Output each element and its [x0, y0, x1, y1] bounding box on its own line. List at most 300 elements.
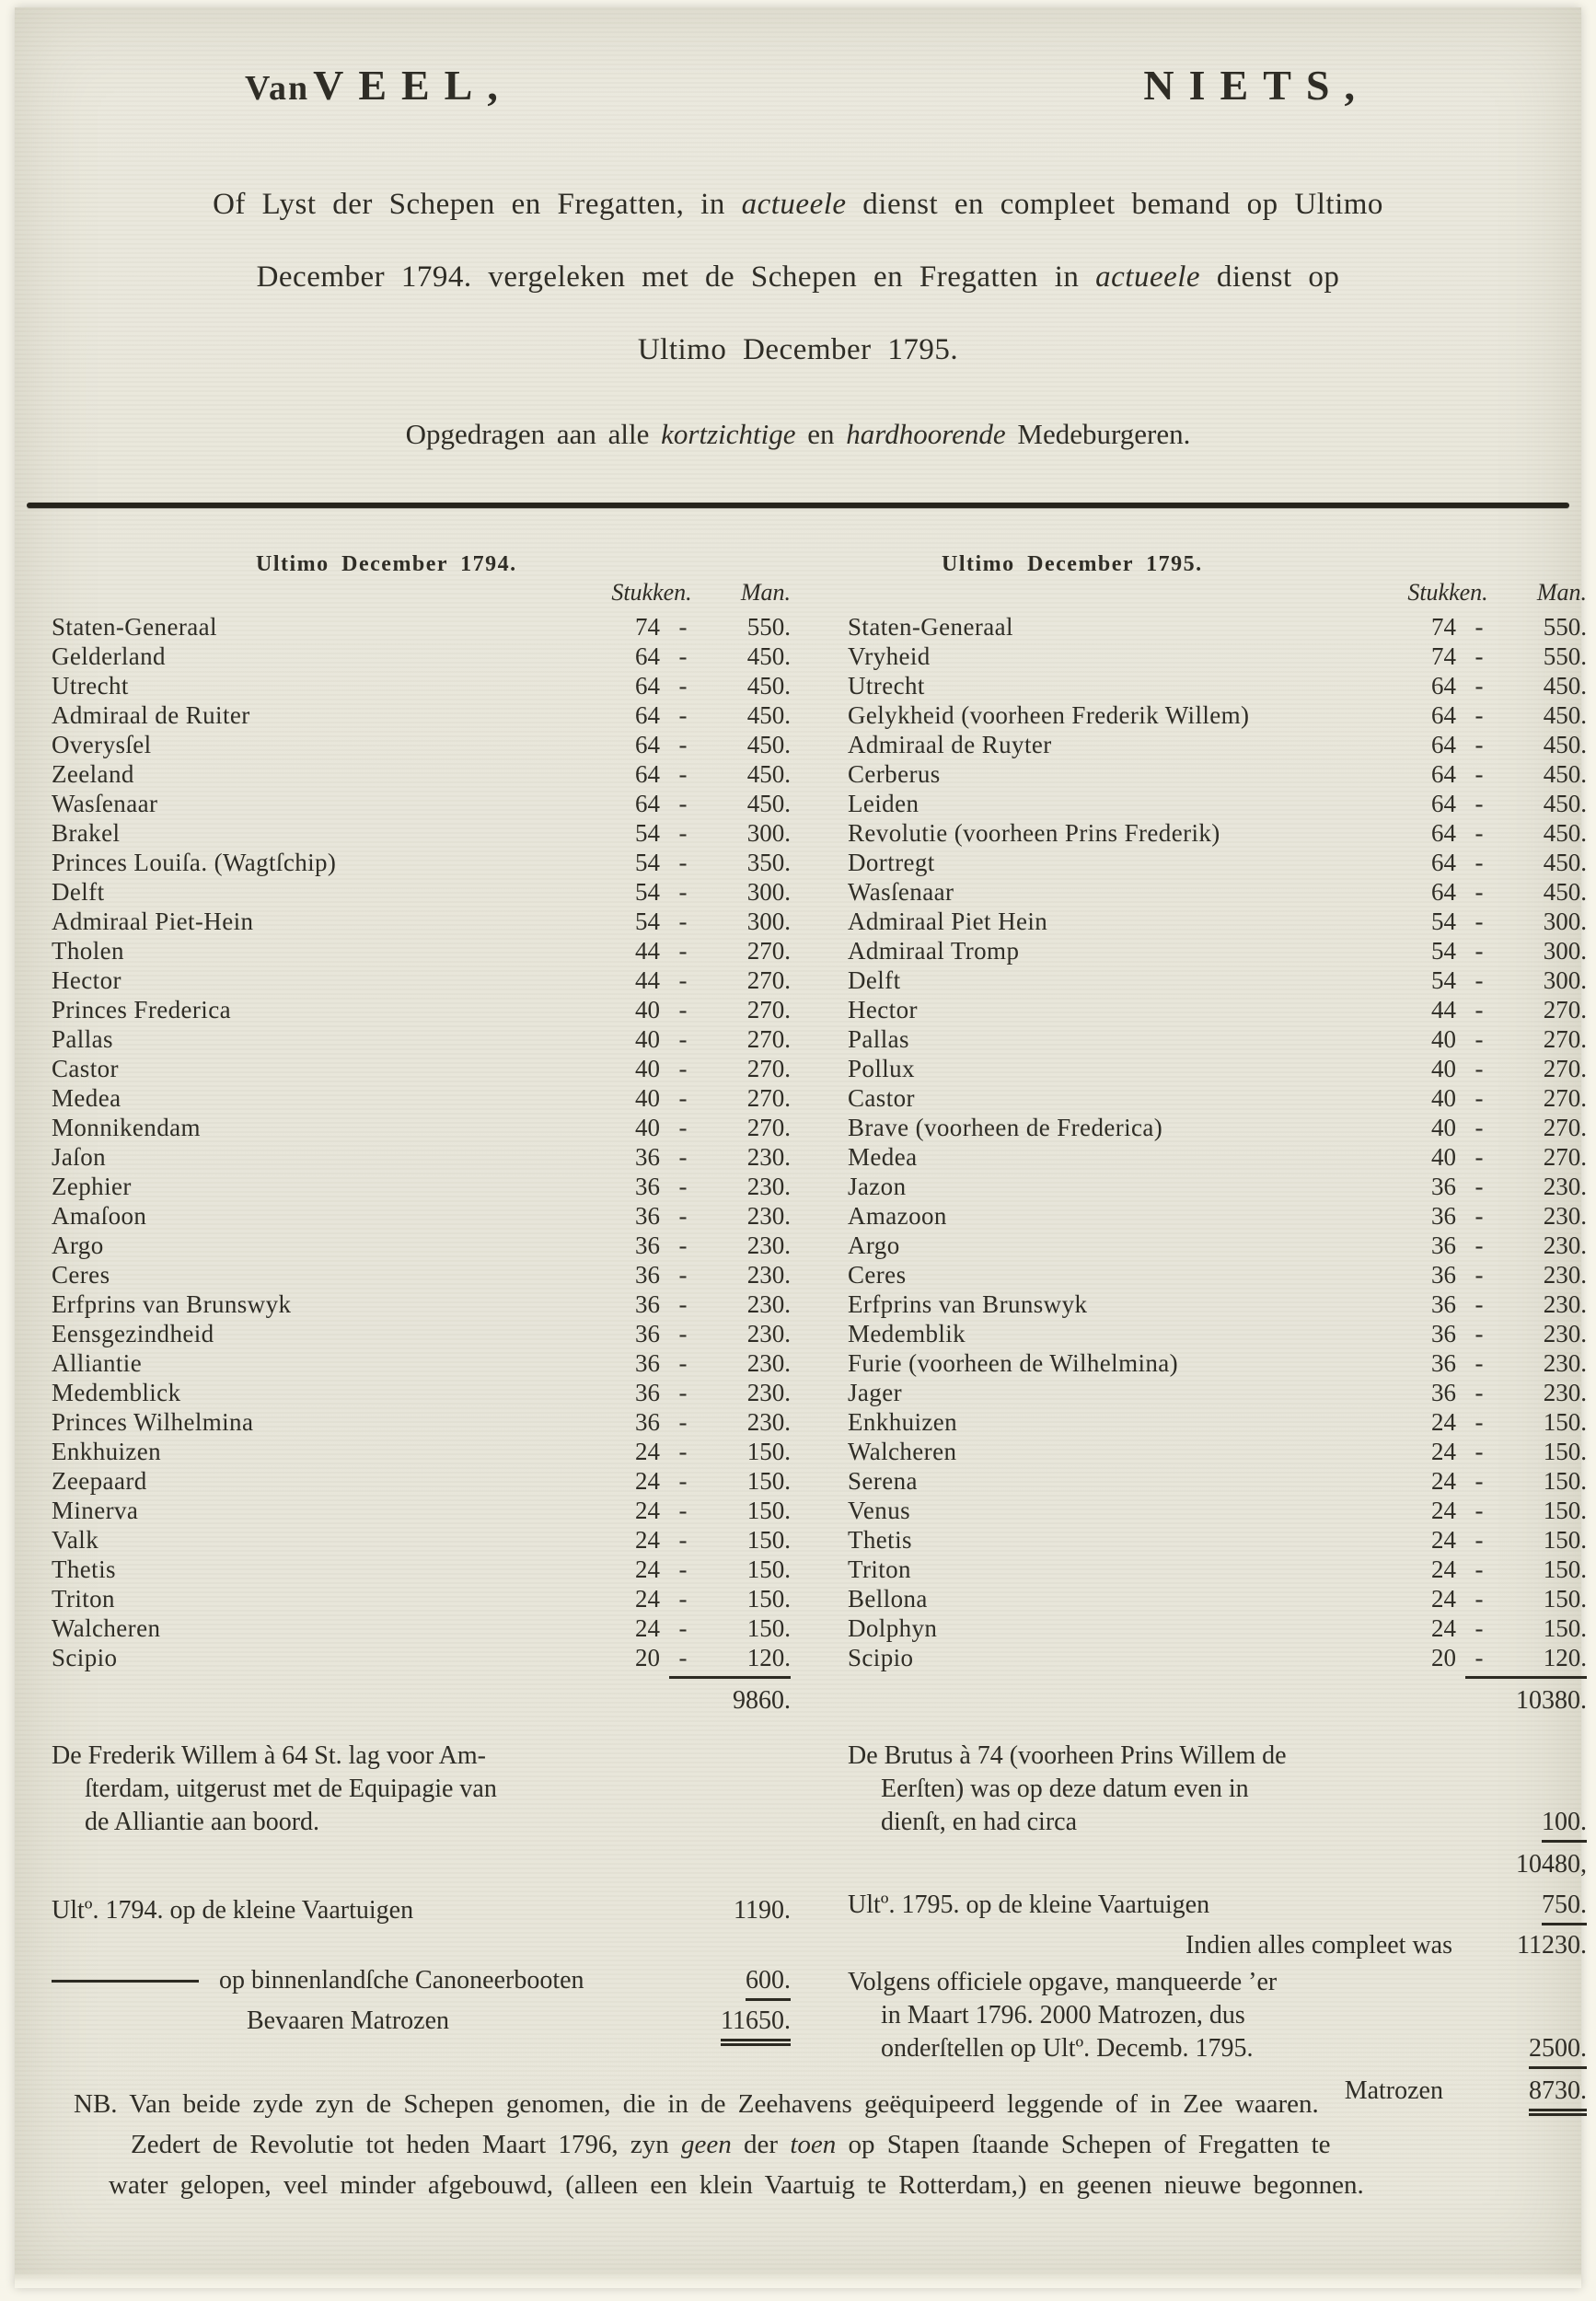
dot-leader: [1222, 1891, 1471, 1920]
ship-name: Admiraal Piet-Hein: [52, 908, 254, 935]
ship-name: Utrecht: [848, 672, 925, 700]
ship-stukken: 36: [1431, 1261, 1456, 1289]
ship-name: Hector: [848, 996, 918, 1023]
ship-stukken: 36: [1431, 1290, 1456, 1318]
dot-leader: [133, 818, 599, 848]
ship-name: Walcheren: [52, 1614, 161, 1642]
dash-separator: -: [1475, 1614, 1484, 1642]
ship-man: 150.: [746, 1526, 791, 1554]
ship-man: 450.: [746, 672, 791, 700]
dash-separator: -: [1475, 878, 1484, 906]
dash-separator: -: [678, 1644, 688, 1671]
ship-row: [52, 1260, 791, 1289]
ship-row: [848, 1378, 1587, 1407]
dash-separator: -: [678, 1231, 688, 1259]
dash-separator: -: [678, 790, 688, 817]
dot-leader: [1026, 612, 1395, 642]
ship-stukken: 40: [635, 1025, 660, 1053]
ship-name: Zephier: [52, 1173, 132, 1200]
ship-stukken: 36: [635, 1320, 660, 1347]
dot-leader: [170, 789, 599, 818]
bevaaren-matrozen-value: [680, 2006, 791, 2036]
ship-stukken: 64: [635, 760, 660, 788]
ship-man: 230.: [1543, 1231, 1587, 1259]
ship-row: [52, 1496, 791, 1525]
dash-separator: -: [678, 966, 688, 994]
dot-leader: [915, 1378, 1395, 1407]
ship-man: 450.: [1543, 878, 1587, 906]
dash-separator: -: [678, 1467, 688, 1495]
dot-leader: [970, 1407, 1395, 1437]
subtotal-row-1795: [848, 1850, 1587, 1879]
ship-row: [848, 1613, 1587, 1643]
ship-man: 150.: [1543, 1497, 1587, 1524]
ship-row: [52, 671, 791, 700]
ship-name: Wasſenaar: [848, 878, 954, 906]
ship-stukken: 20: [1431, 1644, 1456, 1671]
dedication-line: [15, 418, 1581, 451]
ship-name: Eensgezindheid: [52, 1320, 214, 1347]
ship-row: [52, 1024, 791, 1054]
dash-separator: -: [678, 937, 688, 965]
ship-stukken: 24: [1431, 1497, 1456, 1524]
ditto-dash: [52, 1980, 199, 1983]
ship-name: Monnikendam: [52, 1114, 201, 1141]
ship-man: 230.: [1543, 1173, 1587, 1200]
volgens-value: [1476, 2032, 1587, 2065]
ship-row: [52, 612, 791, 642]
dot-leader: [133, 1083, 599, 1113]
ship-stukken: 36: [1431, 1173, 1456, 1200]
dash-separator: -: [1475, 849, 1484, 876]
ship-row: [848, 612, 1587, 642]
ship-man: 230.: [746, 1408, 791, 1436]
total-1795: 10380.: [1465, 1676, 1587, 1716]
ship-row: [52, 848, 791, 877]
ship-name: Castor: [52, 1055, 119, 1082]
ship-row: [52, 730, 791, 759]
ship-stukken: 44: [635, 966, 660, 994]
stukken-header: Stukken.: [611, 579, 692, 606]
dot-leader: [134, 965, 599, 995]
ship-stukken: 40: [635, 1114, 660, 1141]
ship-stukken: 54: [635, 819, 660, 847]
intro-line2-rest: dienst op: [1200, 260, 1340, 294]
ship-row: [52, 1231, 791, 1260]
intro-line-1: [15, 168, 1581, 241]
ship-stukken: 20: [635, 1644, 660, 1671]
ship-name: Dortregt: [848, 849, 935, 876]
ship-name: Leiden: [848, 790, 919, 817]
dash-separator: -: [1475, 1379, 1484, 1406]
underlined-value: 600.: [746, 1966, 791, 2001]
brutus-note: [848, 1740, 1587, 1839]
dash-separator: -: [678, 1526, 688, 1554]
dot-leader: [928, 1083, 1395, 1113]
ship-stukken: 36: [635, 1143, 660, 1171]
ship-man: 450.: [746, 760, 791, 788]
ship-man: 230.: [1543, 1290, 1587, 1318]
ship-man: 300.: [746, 878, 791, 906]
ship-stukken: 24: [635, 1614, 660, 1642]
ship-stukken: 40: [635, 1084, 660, 1112]
dash-separator: -: [1475, 819, 1484, 847]
ship-row: [52, 1437, 791, 1466]
ship-name: Erfprins van Brunswyk: [848, 1290, 1088, 1318]
ship-name: Zeepaard: [52, 1467, 147, 1495]
dot-leader: [304, 1289, 599, 1319]
note-line: De Brutus à 74 (voorheen Prins Willem de: [848, 1741, 1287, 1770]
ship-name: Ceres: [52, 1261, 110, 1289]
ship-name: Dolphyn: [848, 1614, 938, 1642]
dash-separator: -: [678, 1320, 688, 1347]
ship-row: [848, 1231, 1587, 1260]
dot-leader: [950, 1613, 1395, 1643]
ship-stukken: 40: [1431, 1025, 1456, 1053]
intro-paragraph: [15, 168, 1581, 387]
dot-leader: [227, 1319, 599, 1348]
kleine-vaartuigen-row-1794: [52, 1896, 791, 1925]
dot-leader: [925, 1525, 1395, 1555]
ship-name: Ceres: [848, 1261, 907, 1289]
bevaaren-matrozen-label: Bevaaren Matrozen: [247, 2006, 449, 2035]
ship-man: 230.: [746, 1290, 791, 1318]
ship-row: [52, 1113, 791, 1142]
dot-leader: [122, 1260, 599, 1289]
ship-stukken: 36: [1431, 1379, 1456, 1406]
ship-name: Amaſoon: [52, 1202, 147, 1230]
paper-torn-edge: [15, 2272, 1581, 2288]
dash-separator: -: [1475, 731, 1484, 758]
compleet-row: [848, 1931, 1587, 1960]
intro-line3-text: Ultimo December 1795.: [637, 333, 959, 366]
dash-separator: -: [1475, 790, 1484, 817]
dash-separator: -: [678, 1055, 688, 1082]
ship-name: Princes Louiſa. (Wagtſchip): [52, 849, 337, 876]
ship-stukken: 36: [635, 1349, 660, 1377]
dot-leader: [943, 642, 1395, 671]
ship-stukken: 24: [635, 1497, 660, 1524]
dot-leader: [174, 1437, 599, 1466]
ship-stukken: 64: [635, 642, 660, 670]
ship-stukken: 24: [635, 1555, 660, 1583]
ship-name: Triton: [848, 1555, 911, 1583]
ship-stukken: 36: [1431, 1202, 1456, 1230]
dedication-text-a: Opgedragen aan alle: [405, 418, 662, 450]
dash-separator: -: [1475, 1202, 1484, 1230]
ship-man: 230.: [1543, 1320, 1587, 1347]
ship-man: 300.: [1543, 966, 1587, 994]
ship-name: Admiraal Tromp: [848, 937, 1020, 965]
dedication-italic-2: hardhoorende: [846, 418, 1006, 450]
ship-row: [848, 1496, 1587, 1525]
dedication-text-c: Medeburgeren.: [1005, 418, 1191, 450]
dash-separator: -: [678, 1290, 688, 1318]
ship-row: [848, 1024, 1587, 1054]
ship-row: [848, 818, 1587, 848]
ship-stukken: 36: [635, 1231, 660, 1259]
dash-separator: -: [678, 1261, 688, 1289]
ship-name: Vryheid: [848, 642, 931, 670]
title-left: [245, 61, 513, 110]
dot-leader: [941, 1584, 1395, 1613]
ship-man: 150.: [1543, 1614, 1587, 1642]
ship-row: [848, 1260, 1587, 1289]
ship-man: 270.: [746, 1084, 791, 1112]
title-niets: NIETS,: [1143, 62, 1370, 109]
ship-name: Brave (voorheen de Frederica): [848, 1114, 1163, 1141]
dash-separator: -: [1475, 1408, 1484, 1436]
ship-stukken: 74: [1431, 642, 1456, 670]
ship-name: Erfprins van Brunswyk: [52, 1290, 292, 1318]
ship-man: 270.: [1543, 1084, 1587, 1112]
dot-leader: [230, 612, 599, 642]
dash-separator: -: [678, 731, 688, 758]
ship-name: Princes Frederica: [52, 996, 231, 1023]
ship-name: Amazoon: [848, 1202, 947, 1230]
ship-name: Wasſenaar: [52, 790, 158, 817]
dot-leader: [1175, 1113, 1395, 1142]
ship-stukken: 74: [1431, 613, 1456, 641]
dash-separator: -: [678, 642, 688, 670]
dot-leader: [931, 789, 1395, 818]
double-underlined-value: 8730.: [1529, 2076, 1587, 2116]
dot-leader: [1060, 907, 1395, 936]
dash-separator: -: [678, 1497, 688, 1524]
dot-leader: [919, 1260, 1395, 1289]
kleine-vaartuigen-label: Ultº. 1795. op de kleine Vaartuigen: [848, 1891, 1210, 1919]
dash-separator: -: [1475, 760, 1484, 788]
ship-stukken: 40: [1431, 1114, 1456, 1141]
ship-man: 450.: [746, 731, 791, 758]
ship-name: Zeeland: [52, 760, 134, 788]
ship-stukken: 24: [635, 1438, 660, 1465]
ship-man: 270.: [746, 966, 791, 994]
ship-name: Admiraal de Ruyter: [848, 731, 1052, 758]
ship-man: 450.: [746, 790, 791, 817]
ship-man: 150.: [746, 1585, 791, 1613]
dot-leader: [1266, 2032, 1471, 2065]
ship-row: [52, 877, 791, 907]
man-header: Man.: [1536, 579, 1587, 606]
ship-name: Walcheren: [848, 1438, 957, 1465]
ship-man: 300.: [746, 908, 791, 935]
kleine-vaartuigen-row-1795: [848, 1891, 1587, 1920]
ship-name: Enkhuizen: [848, 1408, 958, 1436]
underlined-value: 100.: [1542, 1808, 1587, 1843]
ship-name: Jazon: [848, 1173, 907, 1200]
dot-leader: [193, 1378, 599, 1407]
total-row-1794: [52, 1676, 791, 1716]
dot-leader: [1090, 1806, 1471, 1839]
dot-leader: [966, 877, 1395, 907]
dot-leader: [142, 671, 599, 700]
canoneerbooten-value: [680, 1966, 791, 1995]
ship-row: [848, 730, 1587, 759]
dot-leader: [960, 1201, 1395, 1231]
dot-leader: [349, 848, 599, 877]
ship-stukken: 64: [635, 701, 660, 729]
ship-row: [52, 1584, 791, 1613]
ship-row: [52, 1319, 791, 1348]
dot-leader: [1100, 1289, 1395, 1319]
dash-separator: -: [1475, 1143, 1484, 1171]
dash-separator: -: [678, 908, 688, 935]
dot-leader: [126, 1024, 599, 1054]
ship-row: [848, 1525, 1587, 1555]
ship-stukken: 36: [1431, 1349, 1456, 1377]
note-line: De Frederik Willem à 64 St. lag voor Am-: [52, 1741, 486, 1770]
ship-row: [848, 789, 1587, 818]
ship-stukken: 40: [1431, 1084, 1456, 1112]
canoneerbooten-label: op binnenlandſche Canoneerbooten: [219, 1966, 584, 1995]
underlined-value: 2500.: [1529, 2034, 1587, 2069]
volgens-note: [848, 1966, 1587, 2065]
ship-man: 150.: [1543, 1438, 1587, 1465]
ship-row: [52, 1378, 791, 1407]
ship-name: Admiraal de Ruiter: [52, 701, 250, 729]
dot-leader: [130, 1643, 599, 1672]
dash-separator: -: [1475, 1025, 1484, 1053]
ship-name: Alliantie: [52, 1349, 143, 1377]
dot-leader: [922, 1024, 1395, 1054]
ship-man: 450.: [1543, 672, 1587, 700]
ship-stukken: 64: [1431, 731, 1456, 758]
dot-leader: [119, 1142, 599, 1172]
ship-rows-1794: [52, 612, 791, 1672]
ship-stukken: 36: [635, 1202, 660, 1230]
ship-row: [52, 1348, 791, 1378]
ship-name: Pallas: [52, 1025, 113, 1053]
dot-leader: [179, 642, 599, 671]
ship-row: [848, 671, 1587, 700]
dash-separator: -: [678, 672, 688, 700]
subtotal-1795: 10480,: [1516, 1850, 1587, 1879]
dash-separator: -: [1475, 1467, 1484, 1495]
dot-leader: [129, 1555, 599, 1584]
ship-name: Jager: [848, 1379, 902, 1406]
ship-stukken: 64: [635, 731, 660, 758]
ship-row: [52, 759, 791, 789]
dot-leader: [930, 1142, 1395, 1172]
dot-leader: [1262, 700, 1395, 730]
ship-name: Jaſon: [52, 1143, 106, 1171]
ship-stukken: 24: [1431, 1585, 1456, 1613]
dash-separator: -: [678, 1349, 688, 1377]
ship-name: Staten-Generaal: [848, 613, 1013, 641]
brutus-value: [1476, 1806, 1587, 1839]
ship-name: Thetis: [52, 1555, 116, 1583]
ship-stukken: 24: [1431, 1526, 1456, 1554]
ship-name: Minerva: [52, 1497, 139, 1524]
ship-man: 550.: [1543, 613, 1587, 641]
ship-man: 450.: [746, 701, 791, 729]
dash-separator: -: [1475, 642, 1484, 670]
dash-separator: -: [1475, 1526, 1484, 1554]
ship-name: Princes Wilhelmina: [52, 1408, 254, 1436]
dot-leader: [214, 1113, 599, 1142]
ship-man: 150.: [746, 1497, 791, 1524]
dash-separator: -: [678, 1379, 688, 1406]
intro-line1-text: Of Lyst der Schepen en Fregatten, in: [213, 188, 742, 221]
ship-name: Medemblick: [52, 1379, 181, 1406]
ship-name: Argo: [52, 1231, 104, 1259]
ship-stukken: 64: [1431, 760, 1456, 788]
ship-name: Pallas: [848, 1025, 909, 1053]
ship-stukken: 44: [635, 937, 660, 965]
ship-man: 270.: [1543, 1143, 1587, 1171]
dot-leader: [923, 1496, 1395, 1525]
ship-name: Pollux: [848, 1055, 915, 1082]
ship-man: 230.: [746, 1202, 791, 1230]
dash-separator: -: [678, 878, 688, 906]
ship-row: [848, 642, 1587, 671]
ship-man: 270.: [1543, 1025, 1587, 1053]
dot-leader: [919, 1172, 1395, 1201]
dot-leader: [151, 1496, 599, 1525]
bevaaren-matrozen-row: [52, 2006, 791, 2036]
dash-separator: -: [678, 701, 688, 729]
ship-stukken: 64: [1431, 849, 1456, 876]
note-line: in Maart 1796. 2000 Matrozen, dus: [881, 2001, 1245, 2029]
dot-leader: [931, 995, 1395, 1024]
dash-separator: -: [678, 1143, 688, 1171]
dot-leader: [173, 1613, 599, 1643]
nb-line-3: water gelopen, veel minder afgebouwd, (alleen een klein Vaartuig te Rotterdam,) en geenen nieuwe begonnen.: [109, 2170, 1364, 2200]
ship-stukken: 44: [1431, 996, 1456, 1023]
note-line: ſterdam, uitgerust met de Equipagie van: [85, 1775, 497, 1803]
ship-row: [848, 1437, 1587, 1466]
table-1794: [52, 552, 791, 2071]
ship-name: Valk: [52, 1526, 99, 1554]
table-1795: [848, 552, 1587, 2105]
ship-row: [848, 759, 1587, 789]
intro-line1-italic: actueele: [741, 188, 847, 221]
ship-stukken: 54: [635, 849, 660, 876]
notes-1795: [848, 1716, 1587, 2106]
ship-row: [848, 1289, 1587, 1319]
dash-separator: -: [1475, 1497, 1484, 1524]
dot-leader: [111, 1525, 599, 1555]
ship-row: [52, 1142, 791, 1172]
ship-stukken: 54: [1431, 966, 1456, 994]
intro-line2-text: December 1794. vergeleken met de Schepen en Fregatten in: [256, 260, 1096, 294]
ship-name: Triton: [52, 1585, 115, 1613]
note-line: de Alliantie aan boord.: [85, 1808, 320, 1836]
ship-name: Medea: [848, 1143, 918, 1171]
ship-row: [52, 1555, 791, 1584]
frederik-willem-note: [52, 1740, 791, 1839]
dot-leader: [1032, 936, 1395, 965]
ship-row: [848, 1584, 1587, 1613]
ship-row: [848, 1054, 1587, 1083]
ship-stukken: 40: [635, 996, 660, 1023]
ship-stukken: 36: [635, 1379, 660, 1406]
ship-name: Staten-Generaal: [52, 613, 217, 641]
dot-leader: [159, 1201, 599, 1231]
dash-separator: -: [678, 1202, 688, 1230]
ship-row: [848, 1113, 1587, 1142]
ship-man: 270.: [746, 1114, 791, 1141]
ship-row: [52, 1172, 791, 1201]
ship-stukken: 64: [1431, 672, 1456, 700]
ship-man: 450.: [746, 642, 791, 670]
ship-row: [52, 1407, 791, 1437]
volgens-line3: onderſtellen op Ultº. Decemb. 1795.: [881, 2034, 1254, 2063]
dash-separator: -: [1475, 1438, 1484, 1465]
kleine-vaartuigen-value: [1476, 1891, 1587, 1920]
ship-man: 450.: [1543, 790, 1587, 817]
